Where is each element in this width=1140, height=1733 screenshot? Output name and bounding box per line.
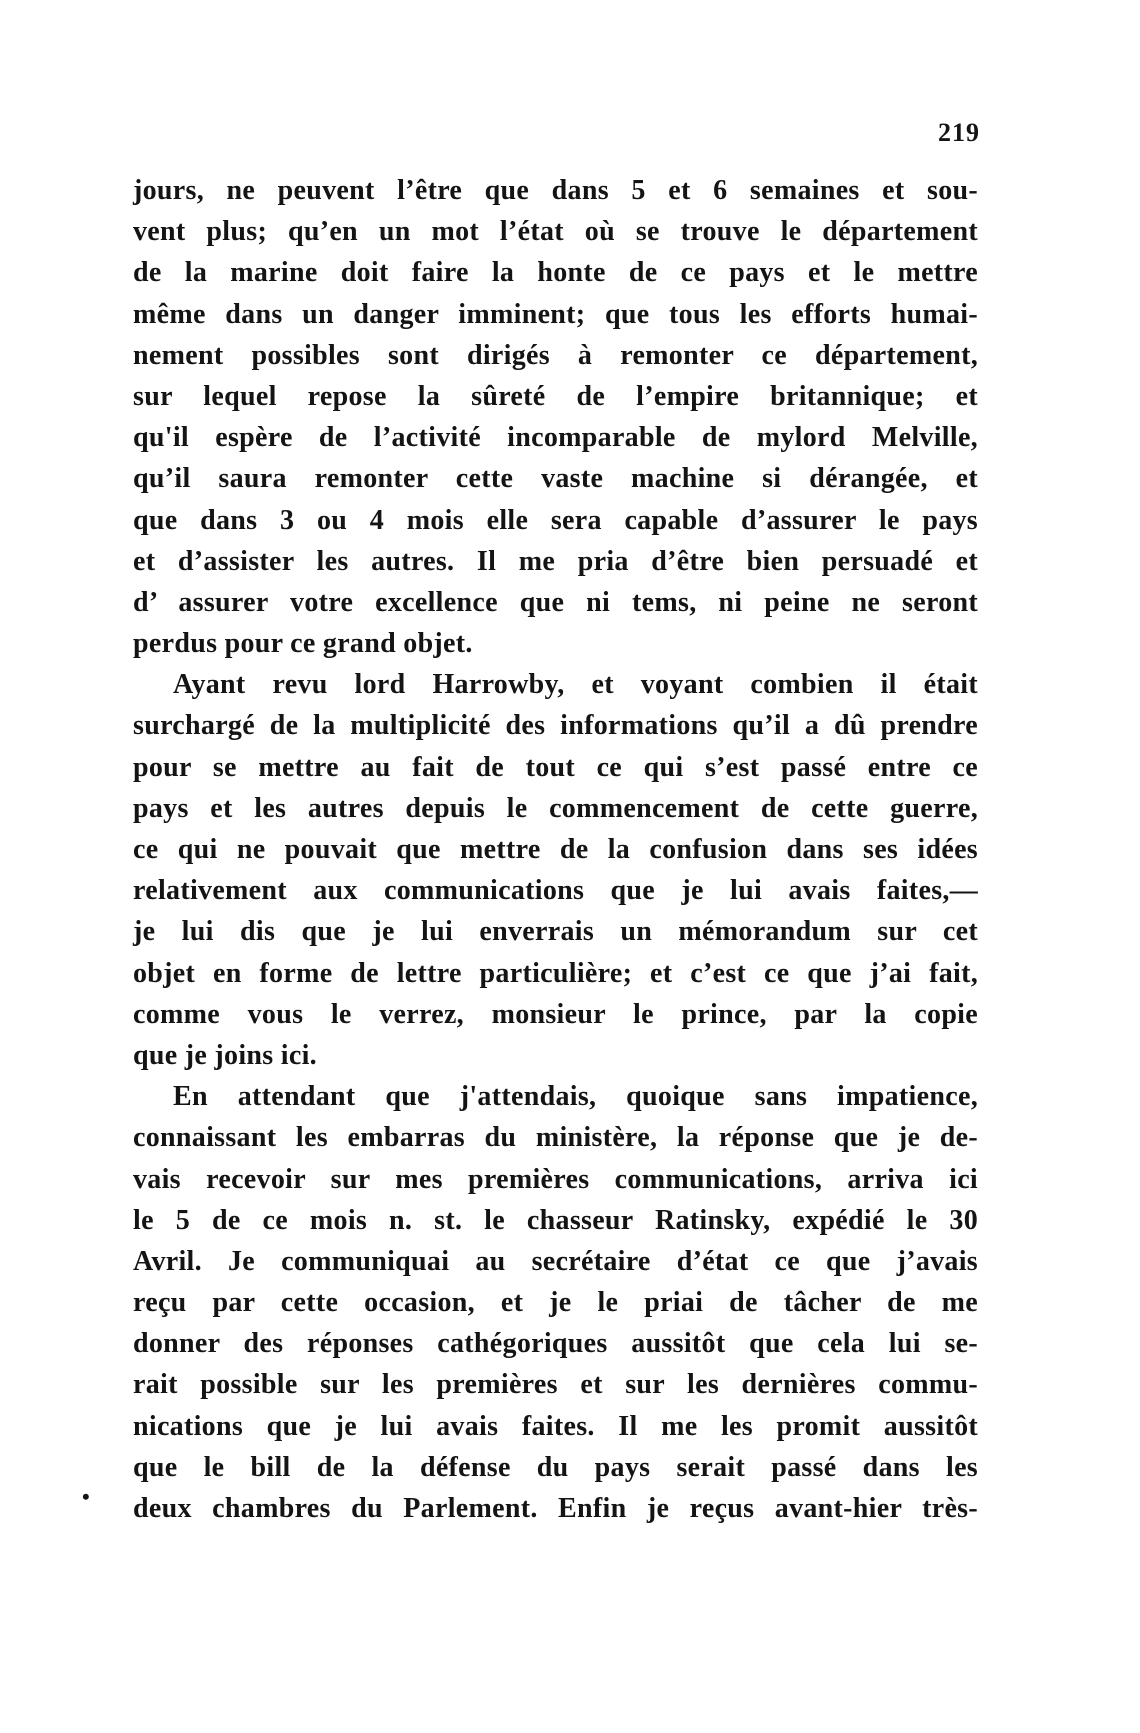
- text-line: nications que je lui avais faites. Il me les promit aussitôt: [133, 1410, 978, 1442]
- text-line: que je joins ici.: [133, 1039, 317, 1071]
- text-line: que le bill de la défense du pays serait passé dans les: [133, 1451, 978, 1483]
- page-number: 219: [938, 118, 980, 147]
- text-line: de la marine doit faire la honte de ce pays et le mettre: [133, 257, 978, 289]
- text-line: même dans un danger imminent; que tous les efforts humai-: [133, 298, 978, 330]
- text-line: donner des réponses cathégoriques aussitôt que cela lui se-: [133, 1328, 978, 1360]
- text-line: qu’il saura remonter cette vaste machine si dérangée, et: [133, 463, 978, 495]
- text-line: rait possible sur les premières et sur les dernières commu-: [133, 1369, 978, 1401]
- body-text: [133, 170, 978, 1529]
- text-line: je lui dis que je lui enverrais un mémorandum sur cet: [133, 916, 978, 948]
- text-line: que dans 3 ou 4 mois elle sera capable d’assurer le pays: [133, 504, 978, 536]
- text-line: le 5 de ce mois n. st. le chasseur Ratinsky, expédié le 30: [133, 1204, 978, 1236]
- text-line: objet en forme de lettre particulière; et c’est ce que j’ai fait,: [133, 957, 978, 989]
- text-line: et d’assister les autres. Il me pria d’être bien persuadé et: [133, 545, 978, 577]
- text-line: d’ assurer votre excellence que ni tems, ni peine ne seront: [133, 586, 978, 618]
- text-line: connaissant les embarras du ministère, la réponse que je de-: [133, 1122, 978, 1154]
- text-line: jours, ne peuvent l’être que dans 5 et 6 semaines et sou-: [133, 175, 978, 206]
- text-line: surchargé de la multiplicité des informations qu’il a dû prendre: [133, 710, 978, 742]
- text-line: nement possibles sont dirigés à remonter ce département,: [133, 339, 978, 371]
- text-line: En attendant que j'attendais, quoique sans impatience,: [173, 1081, 978, 1113]
- text-line: deux chambres du Parlement. Enfin je reçus avant-hier très-: [133, 1493, 978, 1524]
- text-line: Avril. Je communiquai au secrétaire d’état ce que j’avais: [133, 1245, 978, 1277]
- text-line: vais recevoir sur mes premières communications, arriva ici: [133, 1163, 978, 1195]
- text-line: ce qui ne pouvait que mettre de la confusion dans ses idées: [133, 834, 978, 865]
- text-line: perdus pour ce grand objet.: [133, 628, 473, 660]
- text-line: pour se mettre au fait de tout ce qui s’est passé entre ce: [133, 751, 978, 783]
- text-line: Ayant revu lord Harrowby, et voyant combien il était: [173, 669, 978, 701]
- text-line: sur lequel repose la sûreté de l’empire britannique; et: [133, 380, 978, 412]
- text-line: vent plus; qu’en un mot l’état où se trouve le département: [133, 216, 978, 248]
- text-line: qu'il espère de l’activité incomparable de mylord Melville,: [133, 422, 978, 454]
- text-line: reçu par cette occasion, et je le priai de tâcher de me: [133, 1287, 978, 1319]
- text-line: relativement aux communications que je lui avais faites,—: [133, 875, 978, 907]
- margin-mark: •: [82, 1484, 90, 1509]
- text-line: comme vous le verrez, monsieur le prince, par la copie: [133, 998, 978, 1030]
- text-line: pays et les autres depuis le commencement de cette guerre,: [133, 792, 978, 824]
